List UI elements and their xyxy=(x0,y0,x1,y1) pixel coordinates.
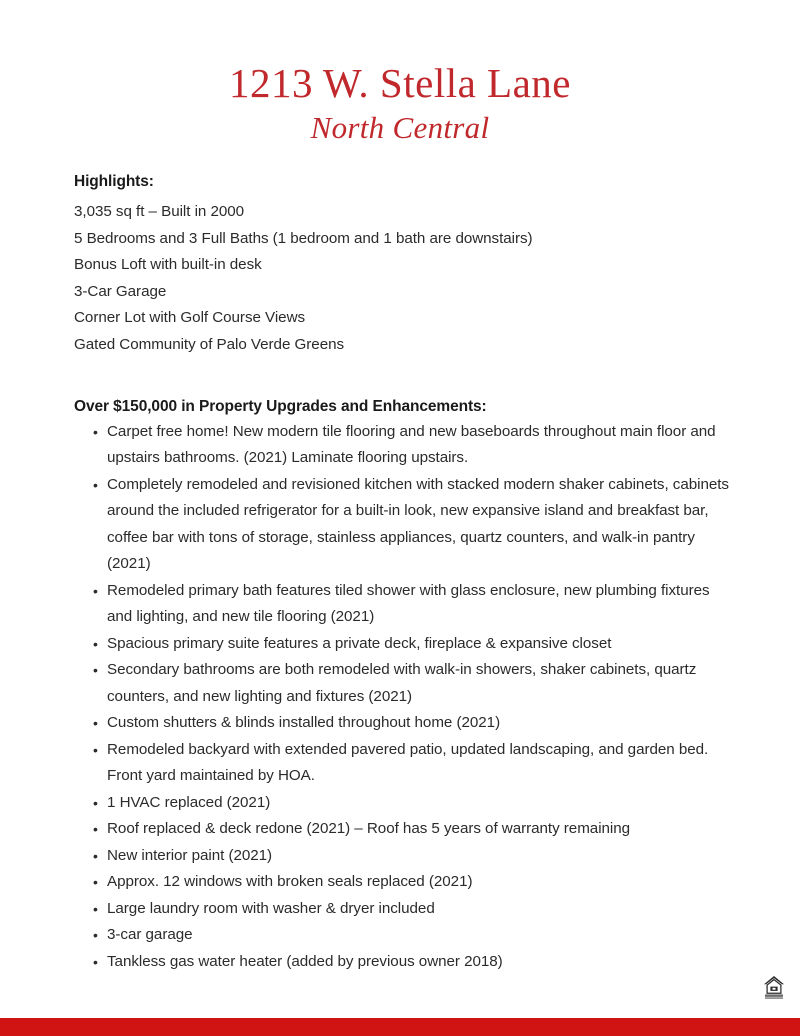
list-item: • Approx. 12 windows with broken seals replaced (2021) xyxy=(74,869,734,896)
highlights-list xyxy=(74,199,734,359)
list-item: • 1 HVAC replaced (2021) xyxy=(74,790,734,817)
list-item: Gated Community of Palo Verde Greens xyxy=(74,336,345,354)
list-item: • Spacious primary suite features a private deck, fireplace & expansive closet xyxy=(74,631,734,658)
list-item: • 3-car garage xyxy=(74,922,734,949)
list-item: • Carpet free home! New modern tile flooring and new baseboards throughout main floor and upstairs bathrooms. (2021) Laminate flooring upstairs. xyxy=(74,419,734,472)
list-item: • Secondary bathrooms are both remodeled with walk-in showers, shaker cabinets, quartz counters, and new lighting and fixtures (2021) xyxy=(74,657,734,710)
list-item: Bonus Loft with built-in desk xyxy=(74,256,262,274)
list-item: • Completely remodeled and revisioned kitchen with stacked modern shaker cabinets, cabinets around the included refrigerator for a built-in look, new expansive island and breakfast bar, coffee bar with tons of storage, stainless appliances, quartz counters, and walk-in pantry (2021) xyxy=(74,472,734,578)
content-area xyxy=(74,173,734,975)
list-item: 3,035 sq ft – Built in 2000 xyxy=(74,203,245,221)
list-item: • Custom shutters & blinds installed throughout home (2021) xyxy=(74,710,734,737)
list-item: 5 Bedrooms and 3 Full Baths (1 bedroom and 1 bath are downstairs) xyxy=(74,229,533,247)
list-item: • Tankless gas water heater (added by previous owner 2018) xyxy=(74,949,734,976)
title-block xyxy=(0,0,800,145)
highlights-heading: Highlights: xyxy=(74,173,154,190)
upgrades-list xyxy=(74,419,734,976)
page-title: 1213 W. Stella Lane xyxy=(228,60,571,106)
list-item: Corner Lot with Golf Course Views xyxy=(74,309,306,327)
list-item: • Remodeled primary bath features tiled shower with glass enclosure, new plumbing fixtures and lighting, and new tile flooring (2021) xyxy=(74,578,734,631)
list-item: • Roof replaced & deck redone (2021) – Roof has 5 years of warranty remaining xyxy=(74,816,734,843)
list-item: • Remodeled backyard with extended pavered patio, updated landscaping, and garden bed. Front yard maintained by HOA. xyxy=(74,737,734,790)
list-item: • Large laundry room with washer & dryer included xyxy=(74,896,734,923)
page-subtitle: North Central xyxy=(310,110,490,146)
list-item: • New interior paint (2021) xyxy=(74,843,734,870)
list-item: 3-Car Garage xyxy=(74,282,167,300)
upgrades-heading: Over $150,000 in Property Upgrades and Enhancements: xyxy=(74,397,487,415)
equal-housing-opportunity-icon xyxy=(762,974,786,1000)
footer-accent-bar xyxy=(0,1018,800,1036)
